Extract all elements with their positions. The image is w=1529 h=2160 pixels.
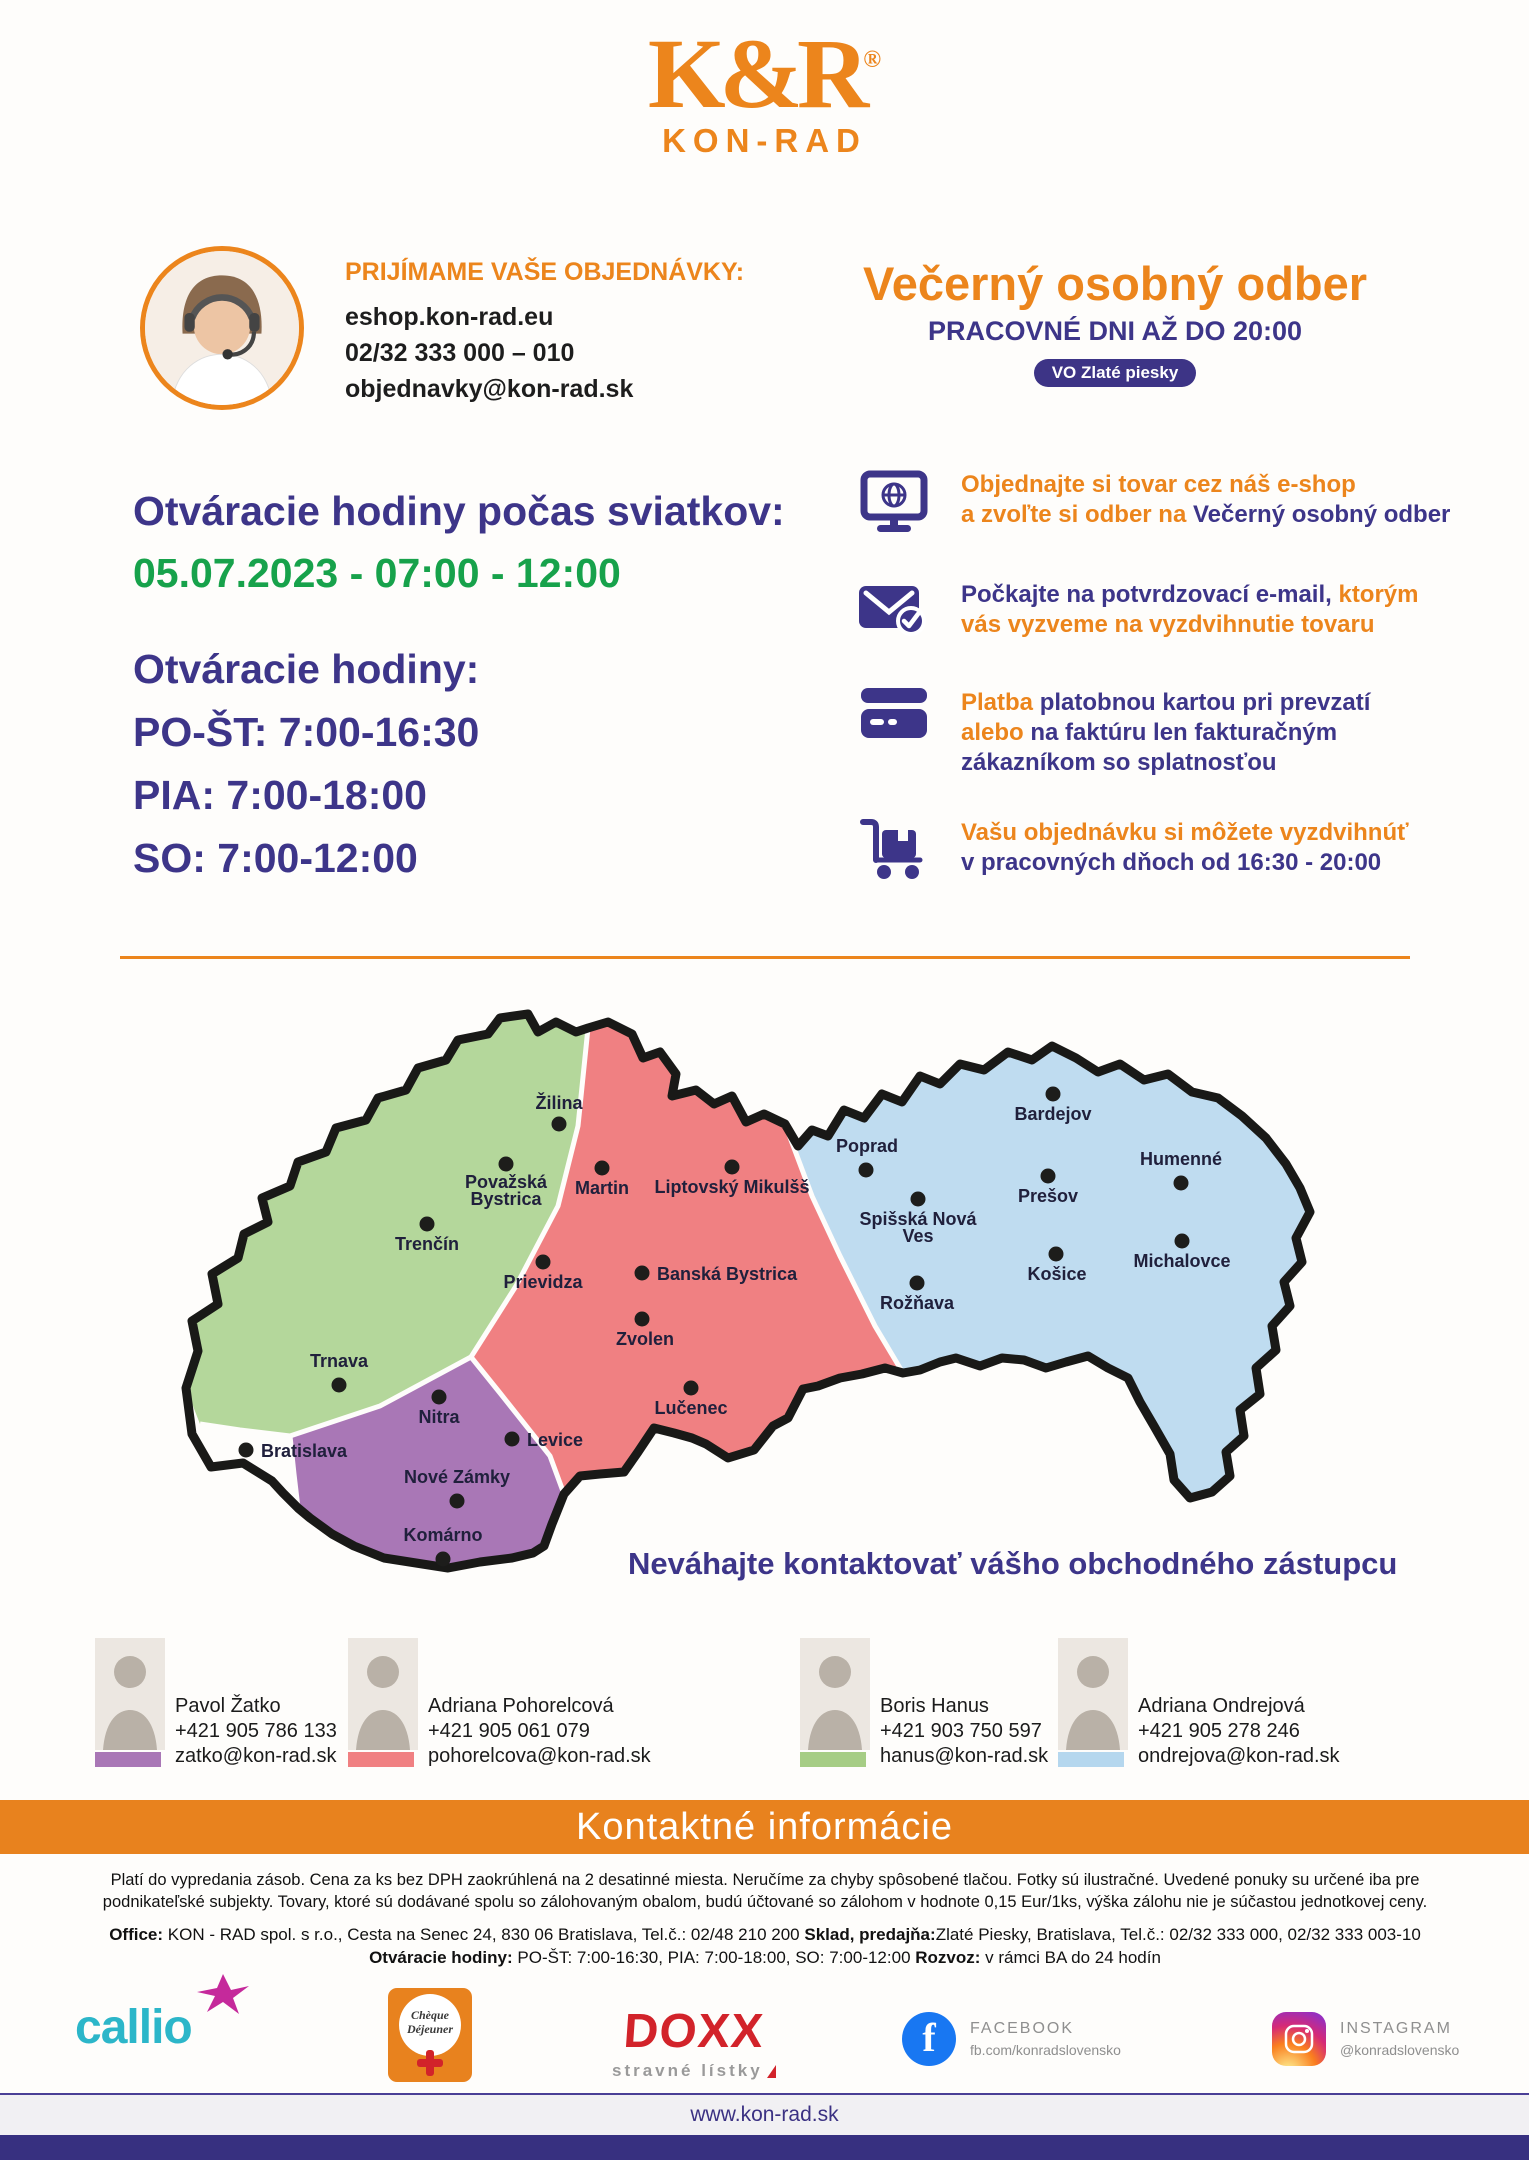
city-label: Zvolen <box>615 1329 675 1349</box>
city-label: Prešov <box>1017 1186 1079 1206</box>
step-order-eshop-text: Objednajte si tovar cez náš e-shop a zvoľte si odber na Večerný osobný odber <box>961 471 1451 528</box>
registered-mark: ® <box>863 47 882 73</box>
city-label: Michalovce <box>1133 1251 1231 1271</box>
holiday-hours-title: Otváracie hodiny počas sviatkov: <box>133 488 785 534</box>
contact-photo <box>1058 1638 1128 1750</box>
city-label: Ves <box>902 1226 934 1246</box>
city-label: Bystrica <box>470 1189 542 1209</box>
callio-bird-icon <box>193 1972 253 2016</box>
orders-eshop-link[interactable]: eshop.kon-rad.eu <box>345 303 554 331</box>
city-label: Poprad <box>835 1136 899 1156</box>
contact-email[interactable]: ondrejova@kon-rad.sk <box>1138 1745 1340 1767</box>
contact-region-color <box>95 1752 161 1767</box>
city-dot <box>436 1552 451 1567</box>
footer-bar <box>0 2135 1529 2160</box>
contact-card <box>348 1638 651 1798</box>
city-label: Trnava <box>309 1351 369 1371</box>
opening-hours-block <box>133 646 479 882</box>
contact-region-color <box>1058 1752 1124 1767</box>
city-label: Košice <box>1027 1264 1087 1284</box>
instagram-link[interactable] <box>1272 2012 1459 2066</box>
slovakia-map <box>140 1006 1320 1606</box>
city-label: Prievidza <box>503 1272 583 1292</box>
contact-phone[interactable]: +421 903 750 597 <box>880 1720 1042 1742</box>
brand-logo <box>0 18 1529 160</box>
credit-card-icon <box>853 688 935 740</box>
contact-card <box>95 1638 345 1798</box>
contact-info-band: Kontaktné informácie <box>0 1800 1529 1854</box>
contact-name: Pavol Žatko <box>175 1695 281 1717</box>
city-dot <box>420 1217 435 1232</box>
orange-divider <box>120 956 1410 959</box>
contact-name: Adriana Pohorelcová <box>428 1695 614 1717</box>
city-dot <box>635 1266 650 1281</box>
contact-card <box>800 1638 1050 1798</box>
contact-region-color <box>348 1752 414 1767</box>
city-dot <box>1174 1176 1189 1191</box>
cheque-dejeuner-label: Chèque Déjeuner <box>399 1994 461 2056</box>
evening-pickup-title: Večerný osobný odber <box>862 257 1368 310</box>
city-dot <box>1046 1087 1061 1102</box>
office-info-text: Office: KON - RAD spol. s r.o., Cesta na Senec 24, 830 06 Bratislava, Tel.č.: 02/48 210 200 Sklad, predajňa:Zlaté Piesky, Bratislava, Tel.č.: 02/32 333 000, 02/32 333 003-10 Otváracie hodiny: PO-ŠT: 7:00-16:30, PIA: 7:00-18:00, SO: 7:00-12:00 Rozvoz: v rámci BA do 24 hodín <box>109 1925 1421 1967</box>
monitor-globe-icon <box>853 470 935 532</box>
city-dot <box>552 1117 567 1132</box>
contact-phone[interactable]: +421 905 278 246 <box>1138 1720 1300 1742</box>
step-order-eshop <box>853 470 1450 532</box>
city-label: Spišská Nová <box>859 1209 977 1229</box>
contact-phone[interactable]: +421 905 786 133 <box>175 1720 337 1742</box>
city-dot <box>450 1494 465 1509</box>
doxx-triangle-icon <box>767 2065 776 2078</box>
city-dot <box>859 1163 874 1178</box>
city-dot <box>684 1381 699 1396</box>
city-dot <box>1175 1234 1190 1249</box>
city-dot <box>432 1390 447 1405</box>
step-pickup-text: Vašu objednávku si môžete vyzdvihnúť v pracovných dňoch od 16:30 - 20:00 <box>961 819 1409 876</box>
step-payment <box>853 688 1370 778</box>
city-label: Nitra <box>418 1407 460 1427</box>
contact-name: Adriana Ondrejová <box>1138 1695 1305 1717</box>
evening-pickup-header <box>840 258 1390 387</box>
city-dot <box>332 1378 347 1393</box>
contact-name: Boris Hanus <box>880 1695 989 1717</box>
instagram-title: INSTAGRAM <box>1340 2020 1452 2037</box>
city-dot <box>635 1312 650 1327</box>
opening-hours-fri: PIA: 7:00-18:00 <box>133 772 427 818</box>
cheque-dejeuner-logo <box>388 1988 472 2082</box>
step-confirmation-email <box>853 580 1419 640</box>
city-label: Bratislava <box>261 1441 348 1461</box>
city-label: Lučenec <box>654 1398 728 1418</box>
city-label: Komárno <box>403 1525 483 1545</box>
contact-email[interactable]: pohorelcova@kon-rad.sk <box>428 1745 651 1767</box>
customer-service-photo <box>140 246 304 410</box>
holiday-hours-date: 05.07.2023 - 07:00 - 12:00 <box>133 550 621 596</box>
disclaimer-line-1: Platí do vypredania zásob. Cena za ks bez DPH zaokrúhlená na 2 desatinné miesta. Neručíme za chyby spôsobené tlačou. Fotky sú ilustračné. Uvedené ponuky su určené iba pre <box>110 1871 1420 1889</box>
orders-phone[interactable]: 02/32 333 000 – 010 <box>345 339 575 367</box>
city-dot <box>911 1192 926 1207</box>
brand-logo-kr: K&R® <box>647 18 882 129</box>
facebook-title: FACEBOOK <box>970 2020 1075 2037</box>
contact-email[interactable]: zatko@kon-rad.sk <box>175 1745 337 1767</box>
city-label: Nové Zámky <box>403 1467 511 1487</box>
instagram-handle[interactable]: @konradslovensko <box>1340 2042 1460 2058</box>
orders-email[interactable]: objednavky@kon-rad.sk <box>345 375 634 403</box>
city-label: Trenčín <box>394 1234 460 1254</box>
disclaimer-line-2: podnikateľské subjekty. Tovary, ktoré sú dodávané spolu so zálohovaným obalom, budú účtované so zálohom v hodnote 0,15 Eur/1ks, výška zálohu nie je súčastou jednotkovej ceny. <box>102 1892 1428 1911</box>
city-label: Martin <box>575 1178 629 1198</box>
callio-logo: callio <box>75 2000 192 2055</box>
city-label: Levice <box>527 1430 584 1450</box>
headset-operator-icon <box>145 251 299 405</box>
city-dot <box>239 1443 254 1458</box>
contact-card <box>1058 1638 1340 1798</box>
city-label: Bardejov <box>1014 1104 1092 1124</box>
city-dot <box>595 1161 610 1176</box>
city-label: Banská Bystrica <box>657 1264 798 1284</box>
city-dot <box>1041 1169 1056 1184</box>
disclaimer-text <box>35 1870 1495 1913</box>
city-dot <box>725 1160 740 1175</box>
footer-url-strip <box>0 2093 1529 2135</box>
orders-title: PRIJÍMAME VAŠE OBJEDNÁVKY: <box>345 258 745 286</box>
city-dot <box>1049 1247 1064 1262</box>
orders-block <box>345 258 744 407</box>
doxx-subtitle: stravné lístky <box>612 2061 776 2081</box>
facebook-handle[interactable]: fb.com/konradslovensko <box>970 2042 1121 2058</box>
facebook-link[interactable] <box>902 2012 1121 2066</box>
city-label: Považská <box>464 1172 548 1192</box>
contact-region-color <box>800 1752 866 1767</box>
email-check-icon <box>853 580 935 638</box>
city-label: Žilina <box>535 1093 583 1113</box>
doxx-logo: DOXX stravné lístky <box>612 2004 776 2081</box>
city-dot <box>499 1157 514 1172</box>
trolley-icon <box>853 818 935 880</box>
facebook-icon: f <box>902 2012 956 2066</box>
city-label: Humenné <box>1139 1149 1223 1169</box>
city-dot <box>505 1432 520 1447</box>
contact-photo <box>348 1638 418 1750</box>
brand-logo-name: KON-RAD <box>662 122 867 159</box>
contact-photo <box>95 1638 165 1750</box>
evening-pickup-subtitle: PRACOVNÉ DNI AŽ DO 20:00 <box>927 315 1303 346</box>
city-dot <box>910 1276 925 1291</box>
contact-email[interactable]: hanus@kon-rad.sk <box>880 1745 1049 1767</box>
instagram-icon <box>1272 2012 1326 2066</box>
city-label: Liptovský Mikulšš <box>654 1177 810 1197</box>
step-payment-text: Platba platobnou kartou pri prevzatí alebo na faktúru len fakturačným zákazníkom so splatnosťou <box>961 689 1371 776</box>
location-badge: VO Zlaté piesky <box>1034 359 1197 387</box>
opening-hours-mon-thu: PO-ŠT: 7:00-16:30 <box>133 709 480 755</box>
contact-cta: Neváhajte kontaktovať vášho obchodného zástupcu <box>628 1546 1398 1581</box>
contact-phone[interactable]: +421 905 061 079 <box>428 1720 590 1742</box>
step-confirmation-email-text: Počkajte na potvrdzovací e-mail, ktorým vás vyzveme na vyzdvihnutie tovaru <box>961 581 1419 638</box>
opening-hours-sat: SO: 7:00-12:00 <box>133 835 418 881</box>
holiday-hours-block <box>133 488 785 597</box>
city-label: Rožňava <box>879 1293 955 1313</box>
opening-hours-title: Otváracie hodiny: <box>133 646 480 692</box>
footer-url[interactable]: www.kon-rad.sk <box>690 2103 839 2126</box>
contact-photo <box>800 1638 870 1750</box>
city-dot <box>536 1255 551 1270</box>
step-pickup <box>853 818 1409 880</box>
